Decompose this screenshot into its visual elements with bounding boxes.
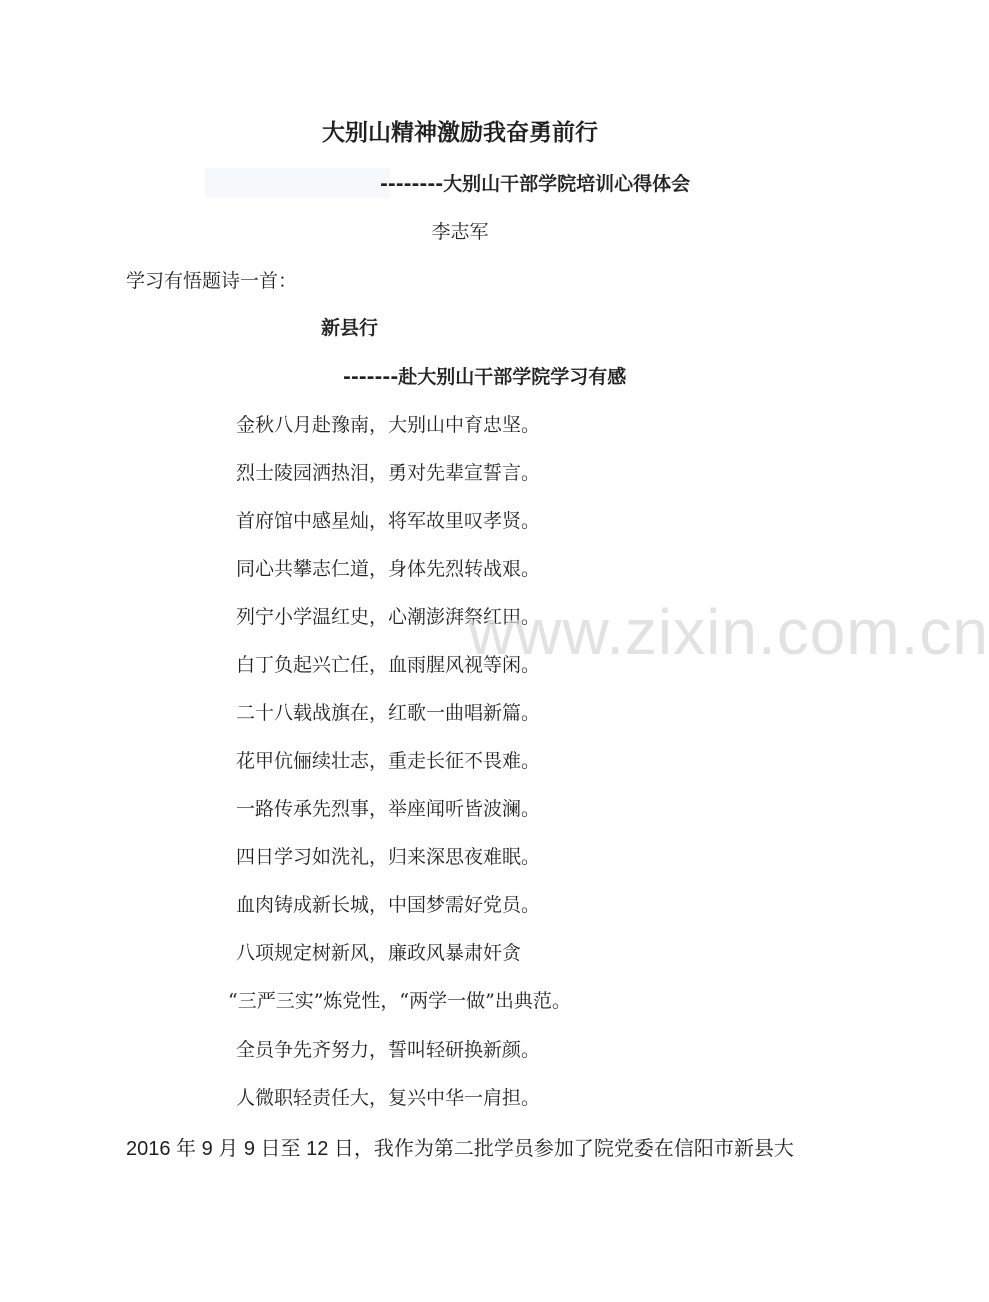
intro-text: 学习有悟题诗一首： [126, 270, 298, 292]
body-paragraph: 2016 年 9 月 9 日至 12 日，我作为第二批学员参加了院党委在信阳市新县大 [126, 1138, 794, 1160]
subtitle-highlight [205, 168, 390, 198]
author-name: 李志军 [431, 221, 489, 243]
poem-verse: 金秋八月赴豫南，大别山中育忠坚。 [236, 414, 541, 436]
poem-verse: 全员争先齐努力，誓叫轻研换新颜。 [236, 1039, 541, 1061]
document-subtitle: --------大别山干部学院培训心得体会 [380, 173, 691, 195]
poem-verse: 人微职轻责任大，复兴中华一肩担。 [236, 1087, 541, 1109]
poem-verse: 列宁小学温红史，心潮澎湃祭红田。 [236, 606, 541, 628]
poem-verse: 血肉铸成新长城，中国梦需好党员。 [236, 894, 541, 916]
poem-verse: 二十八载战旗在，红歌一曲唱新篇。 [236, 702, 541, 724]
poem-title: 新县行 [321, 317, 379, 339]
poem-verse: 首府馆中感星灿，将军故里叹孝贤。 [236, 510, 541, 532]
poem-verse: “三严三实”炼党性，“两学一做”出典范。 [228, 990, 571, 1012]
poem-verse: 同心共攀志仁道，身体先烈转战艰。 [236, 558, 541, 580]
poem-verse: 白丁负起兴亡任，血雨腥风视等闲。 [236, 654, 541, 676]
poem-verse: 花甲伉俪续壮志，重走长征不畏难。 [236, 750, 541, 772]
watermark: www.zixin.com.cn [468, 596, 989, 668]
document-title: 大别山精神激励我奋勇前行 [322, 120, 598, 146]
poem-verse: 八项规定树新风，廉政风暴肃奸贪 [236, 942, 522, 964]
poem-subtitle: -------赴大别山干部学院学习有感 [343, 366, 627, 388]
poem-verse: 一路传承先烈事，举座闻听皆波澜。 [236, 798, 541, 820]
poem-verse: 四日学习如洗礼，归来深思夜难眠。 [236, 846, 541, 868]
poem-verse: 烈士陵园洒热泪，勇对先辈宣誓言。 [236, 462, 541, 484]
